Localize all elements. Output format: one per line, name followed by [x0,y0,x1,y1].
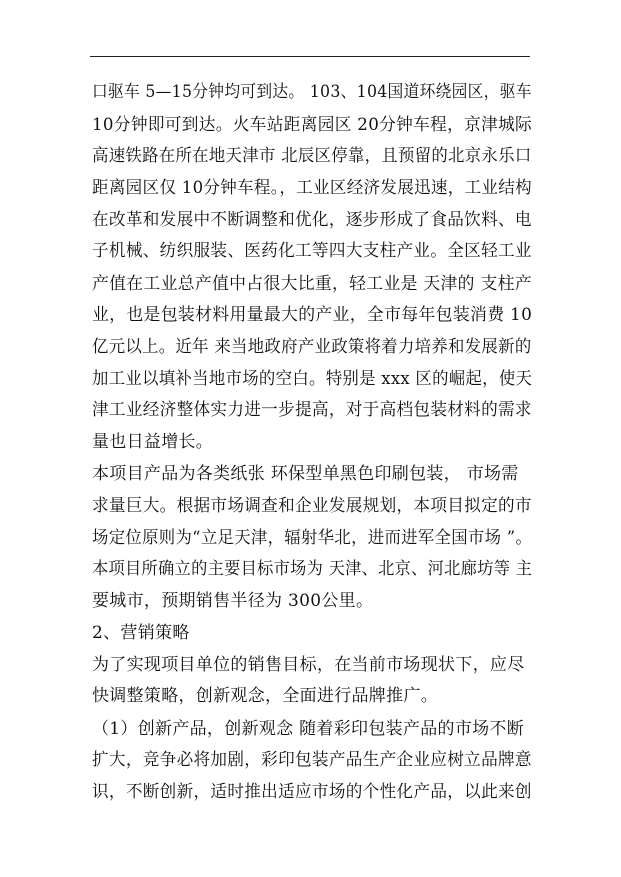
text-line: 本项目所确立的主要目标市场为 天津、北京、河北廊坊等 主 [92,559,533,579]
text-line: （1）创新产品，创新观念 随着彩印包装产品的市场不断 [92,719,525,739]
text-line: 在改革和发展中不断调整和优化，逐步形成了食品饮料、电 [92,210,532,230]
text-line: 加工业以填补当地市场的空白。特别是 xxx 区的崛起，使天 [92,369,533,389]
text-line: 扩大，竞争必将加剧，彩印包装产品生产企业应树立品牌意 [92,750,532,770]
text-line: 高速铁路在所在地天津市 北辰区停靠，且预留的北京永乐口 [92,146,532,166]
text-line: 要城市，预期销售半径为 300公里。 [92,591,374,611]
text-line: 津工业经济整体实力进一步提高，对于高档包装材料的需求 [92,400,532,420]
text-line: 产值在工业总产值中占很大比重，轻工业是 天津的 支柱产 [92,274,532,294]
section-heading: 2、营销策略 [92,623,190,643]
text-line: 场定位原则为“立足天津，辐射华北，进而进军全国市场 ”。 [92,528,533,548]
text-line: 业，也是包装材料用量最大的产业，全市每年包装消费 10 [92,305,533,325]
text-line: 快调整策略，创新观念，全面进行品牌推广。 [92,686,438,706]
text-line: 识，不断创新，适时推出适应市场的个性化产品，以此来创 [92,782,532,802]
text-line: 量也日益增长。 [92,432,214,452]
text-line: 10分钟即可到达。火车站距离园区 20分钟车程，京津城际 [92,115,533,135]
text-line: 求量巨大。根据市场调查和企业发展规划，本项目拟定的市 [92,496,532,516]
text-line: 子机械、纺织服装、医药化工等四大支柱产业。全区轻工业 [92,241,532,261]
header-rule [90,56,530,57]
text-line: 为了实现项目单位的销售目标，在当前市场现状下，应尽 [92,655,525,675]
text-line: 亿元以上。近年 来当地政府产业政策将着力培养和发展新的 [92,337,532,357]
text-line: 本项目产品为各类纸张 环保型单黑色印刷包装， 市场需 [92,464,519,484]
text-line: 距离园区仅 10分钟车程。，工业区经济发展迅速，工业结构 [92,178,532,198]
text-line: 口驱车 5—15分钟均可到达。 103、104国道环绕园区，驱车 [92,82,532,102]
